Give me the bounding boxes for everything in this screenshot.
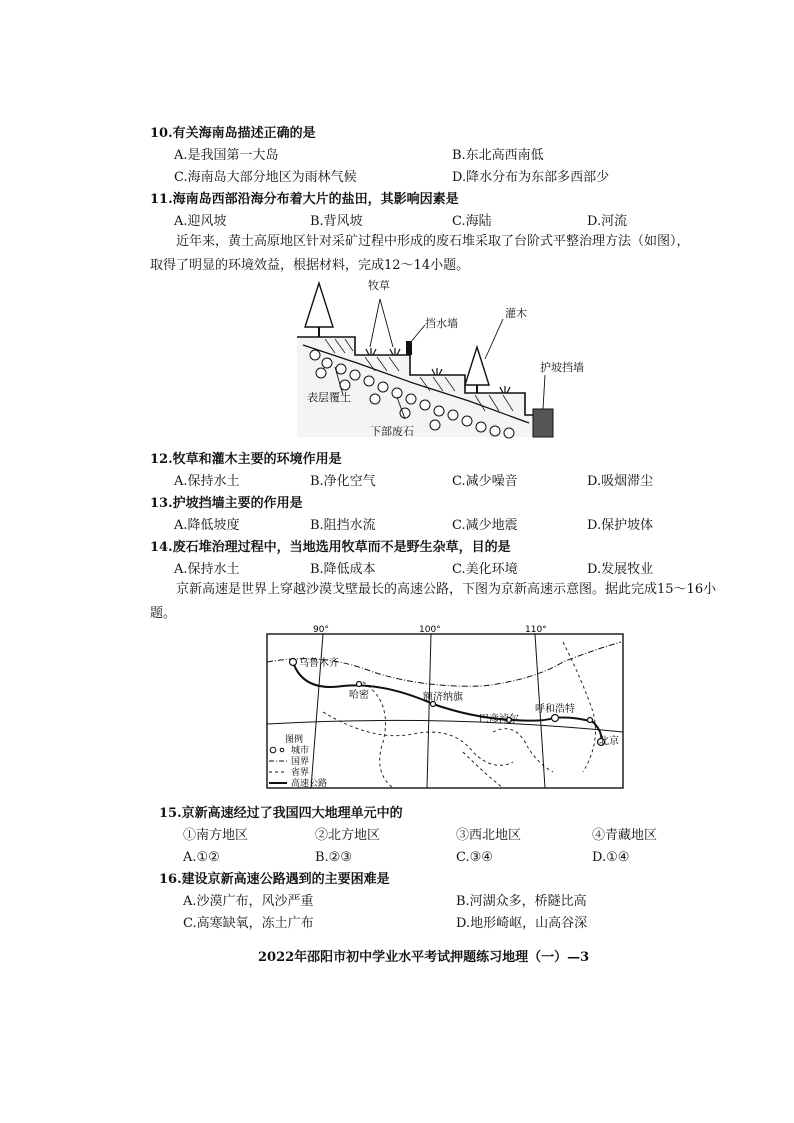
legend-city: 城市 [291,746,310,756]
q16-stem: 16.建设京新高速公路遇到的主要困难是 [159,872,390,887]
city-hami-label: 哈密 [349,690,369,701]
q14-option-c: C.美化环境 [452,562,518,577]
retaining-wall [533,409,553,437]
passage-highway: 京新高速是世界上穿越沙漠戈壁最长的高速公路，下图为京新高速示意图。据此完成15～16小题。 [150,582,717,621]
q10-option-a: A.是我国第一大岛 [174,148,279,163]
q11-option-b: B.背风坡 [310,214,363,229]
q14-option-d: D.发展牧业 [587,562,654,577]
legend-highway: 高速公路 [291,779,328,789]
q15-stem: 15.京新高速经过了我国四大地理单元中的 [159,806,403,821]
q12-stem: 12.牧草和灌木主要的环境作用是 [150,452,342,467]
q12-option-d: D.吸烟滞尘 [587,474,654,489]
q15-option-a: A.①② [183,850,220,865]
q13-option-c: C.减少地震 [452,518,518,533]
q13-option-d: D.保护坡体 [587,518,654,533]
q14-stem: 14.废石堆治理过程中，当地选用牧草而不是野生杂草，目的是 [150,540,511,555]
city-marker [552,715,559,722]
q15-item-1: ①南方地区 [183,828,249,843]
q11-option-d: D.河流 [587,214,628,229]
q12-option-c: C.减少噪音 [452,474,518,489]
city-beijing-label: 北京 [599,736,619,747]
q14-option-b: B.降低成本 [310,562,376,577]
q14-option-a: A.保持水土 [174,562,240,577]
q16-option-c: C.高寒缺氧，冻土广布 [183,916,314,931]
label-waste-rock: 下部废石 [370,425,414,438]
tree-icon [465,347,489,393]
city-urumqi-label: 乌鲁木齐 [299,658,339,669]
q15-item-4: ④青藏地区 [592,828,658,843]
lon-100-label: 100° [419,625,441,635]
q10-option-c: C.海南岛大部分地区为雨林气候 [174,170,357,185]
q16-option-a: A.沙漠广布，风沙严重 [183,894,314,909]
highway-map [263,622,628,792]
q10-option-d: D.降水分布为东部多西部少 [452,170,610,185]
passage-waste-pile: 近年来，黄土高原地区针对采矿过程中形成的废石堆采取了台阶式平整治理方法（如图），取得了明显的环境效益，根据材料，完成12～14小题。 [150,234,690,273]
q15-item-2: ②北方地区 [315,828,381,843]
q11-option-a: A.迎风坡 [174,214,227,229]
tree-icon [305,283,333,337]
q15-option-b: B.②③ [315,850,352,865]
legend-border: 国界 [291,757,310,767]
city-ejina-label: 额济纳旗 [423,692,463,703]
q13-option-a: A.降低坡度 [174,518,240,533]
lon-90-label: 90° [313,625,329,635]
label-topsoil: 表层覆土 [307,391,351,404]
city-marker [357,682,362,687]
q10-option-b: B.东北高西南低 [452,148,544,163]
q15-item-3: ③西北地区 [456,828,522,843]
label-grass: 牧草 [368,279,390,292]
city-marker [290,659,297,666]
city-hohhot-label: 呼和浩特 [535,704,575,715]
terrace-diagram [285,275,584,445]
label-shrub: 灌木 [505,307,527,320]
city-bayannur-label: 巴彦淖尔 [479,714,519,725]
q11-option-c: C.海陆 [452,214,492,229]
legend-province: 省界 [291,768,310,778]
q15-option-d: D.①④ [592,850,630,865]
q11-stem: 11.海南岛西部沿海分布着大片的盐田，其影响因素是 [150,192,459,207]
q16-option-b: B.河湖众多，桥隧比高 [456,894,587,909]
label-water-wall: 挡水墙 [425,317,458,330]
q13-option-b: B.阻挡水流 [310,518,376,533]
q16-option-d: D.地形崎岖，山高谷深 [456,916,588,931]
city-marker [588,718,593,723]
q13-stem: 13.护坡挡墙主要的作用是 [150,496,303,511]
label-retaining-wall: 护坡挡墙 [540,361,584,374]
page-footer: 2022年邵阳市初中学业水平考试押题练习地理（一）—3 [258,950,590,965]
legend-title: 图例 [285,735,304,745]
q12-option-b: B.净化空气 [310,474,376,489]
water-wall [406,341,412,355]
q10-stem: 10.有关海南岛描述正确的是 [150,126,316,141]
lon-110-label: 110° [525,625,547,635]
q15-option-c: C.③④ [456,850,493,865]
q12-option-a: A.保持水土 [174,474,240,489]
